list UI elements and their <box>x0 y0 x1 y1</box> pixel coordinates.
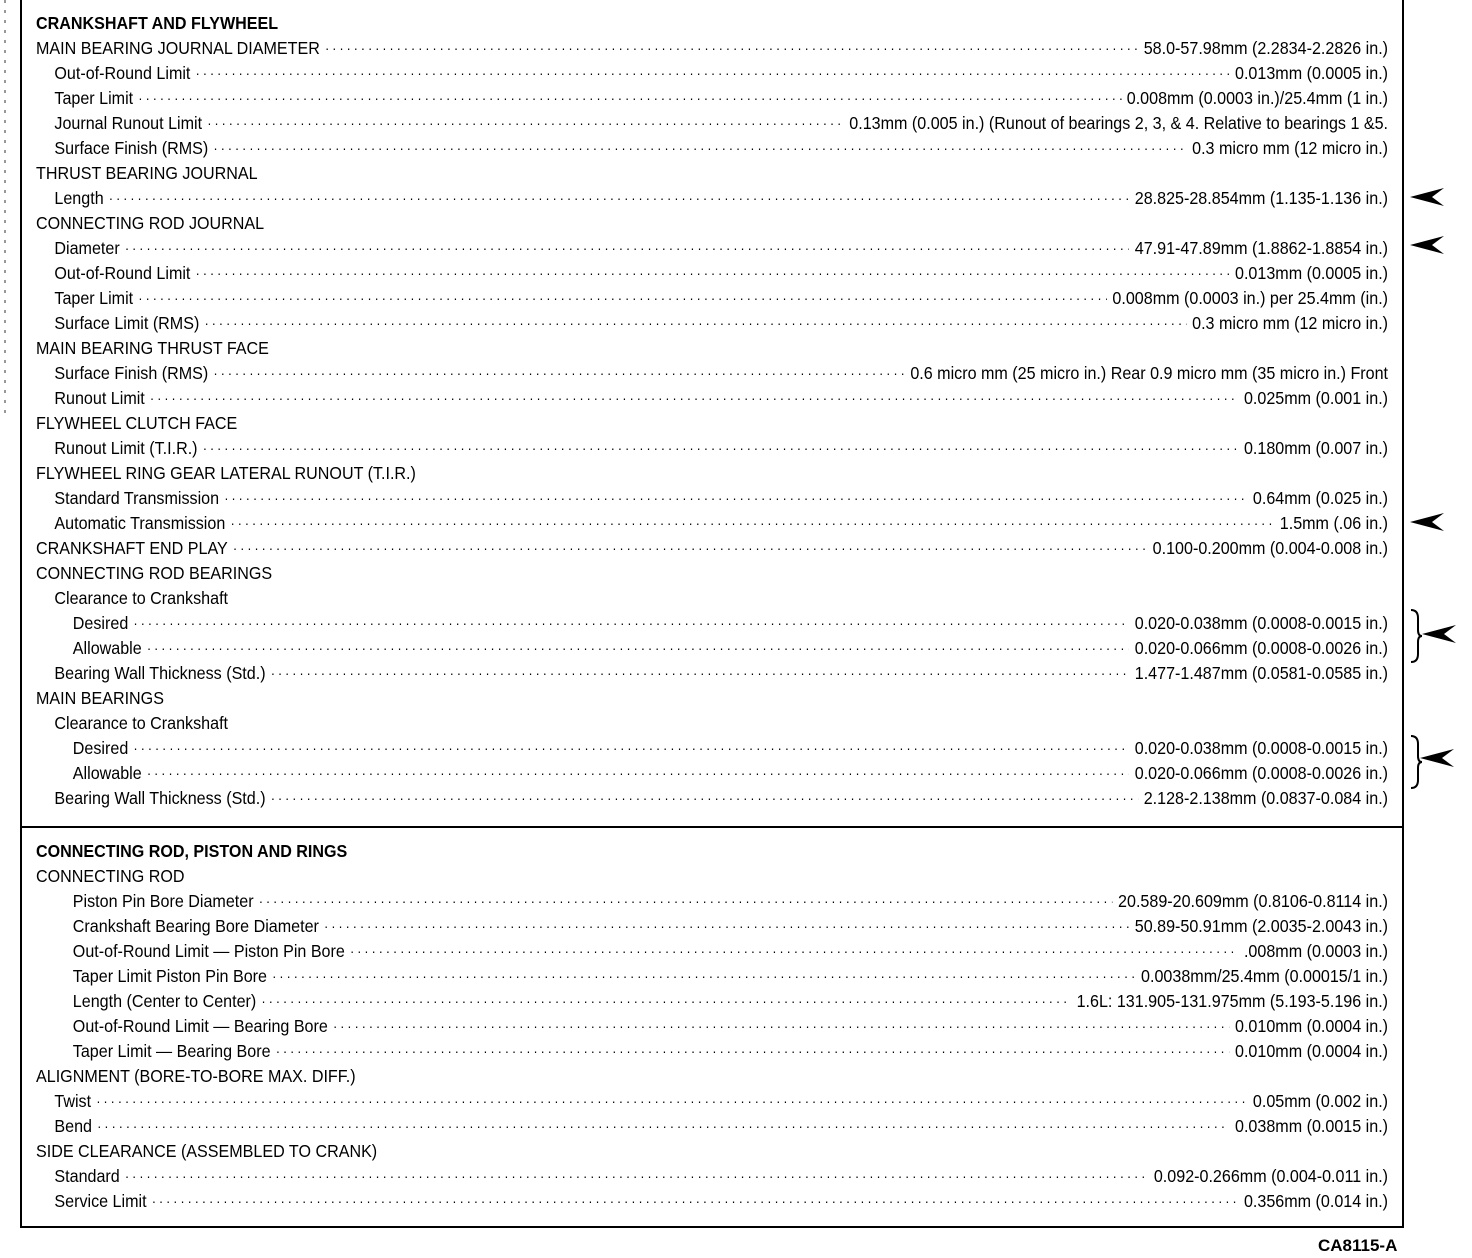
spec-value: 0.038mm (0.0015 in.) <box>1235 1116 1389 1136</box>
spec-row <box>36 158 1388 183</box>
spec-value: 1.6L: 131.905-131.975mm (5.193-5.196 in.) <box>1076 991 1389 1011</box>
leader-dots <box>196 260 1230 280</box>
spec-row <box>36 258 1388 283</box>
spec-label: CRANKSHAFT END PLAY <box>36 538 228 558</box>
spec-label: Crankshaft Bearing Bore Diameter <box>72 916 319 936</box>
spec-label: ALIGNMENT (BORE-TO-BORE MAX. DIFF.) <box>36 1066 356 1086</box>
leader-dots <box>271 660 1129 680</box>
spec-value: 0.010mm (0.0004 in.) <box>1235 1016 1389 1036</box>
spec-value: 0.6 micro mm (25 micro in.) Rear 0.9 micro mm (35 micro in.) Front <box>910 363 1389 383</box>
leader-dots <box>139 285 1107 305</box>
spec-value: .008mm (0.0003 in.) <box>1243 941 1389 961</box>
spec-row <box>36 458 1388 483</box>
leader-dots <box>325 35 1138 55</box>
spec-label: Bearing Wall Thickness (Std.) <box>54 663 266 683</box>
spec-row <box>36 183 1388 208</box>
spec-row <box>36 408 1388 433</box>
spec-label: Length <box>54 188 104 208</box>
spec-row <box>36 208 1388 233</box>
leader-dots <box>134 735 1129 755</box>
spec-label: CONNECTING ROD <box>36 866 185 886</box>
spec-label: Automatic Transmission <box>54 513 226 533</box>
leader-dots <box>271 785 1138 805</box>
spec-label: Piston Pin Bore Diameter <box>72 891 254 911</box>
spec-label: MAIN BEARING JOURNAL DIAMETER <box>36 38 320 58</box>
leader-dots <box>324 913 1129 933</box>
section-title: CRANKSHAFT AND FLYWHEEL <box>36 13 279 33</box>
spec-value: 0.013mm (0.0005 in.) <box>1235 263 1389 283</box>
spec-list <box>36 8 1388 808</box>
spec-value: 0.100-0.200mm (0.004-0.008 in.) <box>1152 538 1389 558</box>
spec-label: Desired <box>72 613 129 633</box>
spec-label: Out-of-Round Limit — Bearing Bore <box>72 1016 328 1036</box>
spec-value: 0.008mm (0.0003 in.) per 25.4mm (in.) <box>1112 288 1389 308</box>
spec-label: CONNECTING ROD JOURNAL <box>36 213 265 233</box>
leader-dots <box>196 60 1230 80</box>
spec-row <box>36 1161 1388 1186</box>
leader-dots <box>97 1088 1248 1108</box>
spec-row <box>36 708 1388 733</box>
spec-label: Surface Limit (RMS) <box>54 313 200 333</box>
leader-dots <box>231 510 1274 530</box>
spec-label: Standard <box>54 1166 120 1186</box>
spec-row <box>36 108 1388 133</box>
spec-label: SIDE CLEARANCE (ASSEMBLED TO CRANK) <box>36 1141 378 1161</box>
spec-label: Desired <box>72 738 129 758</box>
spec-value: 0.13mm (0.005 in.) (Runout of bearings 2, 3, & 4. Relative to bearings 1 &5. <box>849 113 1389 133</box>
spec-row <box>36 886 1388 911</box>
leader-dots <box>134 610 1129 630</box>
spec-label: Diameter <box>54 238 120 258</box>
leader-dots <box>259 888 1112 908</box>
spec-value: 58.0-57.98mm (2.2834-2.2826 in.) <box>1143 38 1389 58</box>
spec-value: 0.020-0.066mm (0.0008-0.0026 in.) <box>1134 638 1389 658</box>
spec-row <box>36 358 1388 383</box>
spec-label: Taper Limit <box>54 288 134 308</box>
spec-row <box>36 861 1388 886</box>
spec-label: Clearance to Crankshaft <box>54 713 229 733</box>
spec-value: 0.020-0.038mm (0.0008-0.0015 in.) <box>1134 613 1389 633</box>
spec-label: Out-of-Round Limit — Piston Pin Bore <box>72 941 345 961</box>
spec-label: Allowable <box>72 638 142 658</box>
spec-row <box>36 508 1388 533</box>
spec-label: THRUST BEARING JOURNAL <box>36 163 258 183</box>
spec-row <box>36 433 1388 458</box>
spec-value: 0.013mm (0.0005 in.) <box>1235 63 1389 83</box>
spec-label: Journal Runout Limit <box>54 113 203 133</box>
spec-row <box>36 1011 1388 1036</box>
spec-row <box>36 683 1388 708</box>
leader-dots <box>147 760 1129 780</box>
leader-dots <box>139 85 1122 105</box>
spec-row <box>36 936 1388 961</box>
spec-value: 0.3 micro mm (12 micro in.) <box>1192 138 1389 158</box>
spec-value: 1.5mm (.06 in.) <box>1279 513 1389 533</box>
leader-dots <box>125 1163 1148 1183</box>
bracket-icon <box>1410 608 1422 664</box>
spec-value: 2.128-2.138mm (0.0837-0.084 in.) <box>1143 788 1389 808</box>
leader-dots <box>147 635 1129 655</box>
spec-row <box>36 558 1388 583</box>
spec-row <box>36 133 1388 158</box>
spec-row <box>36 383 1388 408</box>
leader-dots <box>214 360 905 380</box>
spec-row <box>36 483 1388 508</box>
spec-value: 0.025mm (0.001 in.) <box>1243 388 1389 408</box>
leader-dots <box>276 1038 1229 1058</box>
spec-row <box>36 1111 1388 1136</box>
spec-row <box>36 658 1388 683</box>
spec-row <box>36 1086 1388 1111</box>
spec-label: Taper Limit <box>54 88 134 108</box>
figure-id: CA8115-A <box>1318 1236 1398 1255</box>
spec-row <box>36 1186 1388 1211</box>
leader-dots <box>98 1113 1230 1133</box>
spec-label: Runout Limit <box>54 388 145 408</box>
spec-row <box>36 233 1388 258</box>
revision-arrow-icon <box>1408 233 1448 257</box>
spec-row <box>36 283 1388 308</box>
spec-label: Service Limit <box>54 1191 147 1211</box>
spec-row <box>36 733 1388 758</box>
spec-label: CONNECTING ROD BEARINGS <box>36 563 273 583</box>
spec-row <box>36 758 1388 783</box>
spec-label: Taper Limit Piston Pin Bore <box>72 966 267 986</box>
spec-value: 0.64mm (0.025 in.) <box>1252 488 1389 508</box>
spec-list <box>36 836 1388 1211</box>
spec-label: Surface Finish (RMS) <box>54 138 209 158</box>
leader-dots <box>225 485 1248 505</box>
leader-dots <box>109 185 1129 205</box>
spec-value: 50.89-50.91mm (2.0035-2.0043 in.) <box>1134 916 1389 936</box>
spec-label: Clearance to Crankshaft <box>54 588 229 608</box>
spec-value: 0.008mm (0.0003 in.)/25.4mm (1 in.) <box>1126 88 1389 108</box>
leader-dots <box>150 385 1238 405</box>
spec-label: Bearing Wall Thickness (Std.) <box>54 788 266 808</box>
spec-label: Taper Limit — Bearing Bore <box>72 1041 271 1061</box>
revision-arrow-icon <box>1420 622 1460 646</box>
spec-row <box>36 33 1388 58</box>
spec-value: 0.020-0.066mm (0.0008-0.0026 in.) <box>1134 763 1389 783</box>
spec-row <box>36 911 1388 936</box>
spec-row <box>36 308 1388 333</box>
leader-dots <box>205 310 1187 330</box>
spec-label: Standard Transmission <box>54 488 220 508</box>
spec-row <box>36 533 1388 558</box>
spec-label: Twist <box>54 1091 92 1111</box>
leader-dots <box>273 963 1136 983</box>
leader-dots <box>233 535 1147 555</box>
spec-row <box>36 333 1388 358</box>
leader-dots <box>350 938 1238 958</box>
leader-dots <box>203 435 1238 455</box>
leader-dots <box>152 1188 1238 1208</box>
spec-value: 0.020-0.038mm (0.0008-0.0015 in.) <box>1134 738 1389 758</box>
spec-row <box>36 583 1388 608</box>
spec-label: Runout Limit (T.I.R.) <box>54 438 198 458</box>
spec-row <box>36 608 1388 633</box>
spec-row <box>36 961 1388 986</box>
spec-row <box>36 633 1388 658</box>
spec-value: 0.010mm (0.0004 in.) <box>1235 1041 1389 1061</box>
spec-label: Allowable <box>72 763 142 783</box>
bracket-icon <box>1410 734 1422 790</box>
spec-label: MAIN BEARING THRUST FACE <box>36 338 269 358</box>
spec-value: 47.91-47.89mm (1.8862-1.8854 in.) <box>1134 238 1389 258</box>
spec-value: 20.589-20.609mm (0.8106-0.8114 in.) <box>1118 891 1389 911</box>
spec-label: Out-of-Round Limit <box>54 263 191 283</box>
spec-row <box>36 83 1388 108</box>
revision-arrow-icon <box>1418 746 1458 770</box>
spec-value: 28.825-28.854mm (1.135-1.136 in.) <box>1134 188 1389 208</box>
spec-label: Length (Center to Center) <box>72 991 257 1011</box>
crankshaft-flywheel-section <box>20 0 1404 828</box>
spec-value: 0.180mm (0.007 in.) <box>1243 438 1389 458</box>
spec-label: Out-of-Round Limit <box>54 63 191 83</box>
revision-arrow-icon <box>1408 510 1448 534</box>
spec-label: FLYWHEEL RING GEAR LATERAL RUNOUT (T.I.R.) <box>36 463 416 483</box>
spec-row <box>36 1061 1388 1086</box>
spec-label: Bend <box>54 1116 93 1136</box>
section-title: CONNECTING ROD, PISTON AND RINGS <box>36 841 348 861</box>
leader-dots <box>125 235 1129 255</box>
left-edge-marks <box>4 0 6 420</box>
spec-value: 0.092-0.266mm (0.004-0.011 in.) <box>1153 1166 1389 1186</box>
spec-row <box>36 783 1388 808</box>
connecting-rod-section <box>20 826 1404 1228</box>
spec-row <box>36 58 1388 83</box>
leader-dots <box>262 988 1071 1008</box>
leader-dots <box>208 110 844 130</box>
spec-value: 0.3 micro mm (12 micro in.) <box>1192 313 1389 333</box>
leader-dots <box>214 135 1187 155</box>
leader-dots <box>333 1013 1229 1033</box>
spec-value: 0.05mm (0.002 in.) <box>1252 1091 1389 1111</box>
spec-value: 0.0038mm/25.4mm (0.00015/1 in.) <box>1141 966 1389 986</box>
spec-label: Surface Finish (RMS) <box>54 363 209 383</box>
spec-row <box>36 986 1388 1011</box>
revision-arrow-icon <box>1408 185 1448 209</box>
spec-label: MAIN BEARINGS <box>36 688 164 708</box>
spec-label: FLYWHEEL CLUTCH FACE <box>36 413 238 433</box>
spec-row <box>36 1136 1388 1161</box>
spec-row <box>36 1036 1388 1061</box>
spec-value: 1.477-1.487mm (0.0581-0.0585 in.) <box>1134 663 1389 683</box>
spec-value: 0.356mm (0.014 in.) <box>1243 1191 1389 1211</box>
